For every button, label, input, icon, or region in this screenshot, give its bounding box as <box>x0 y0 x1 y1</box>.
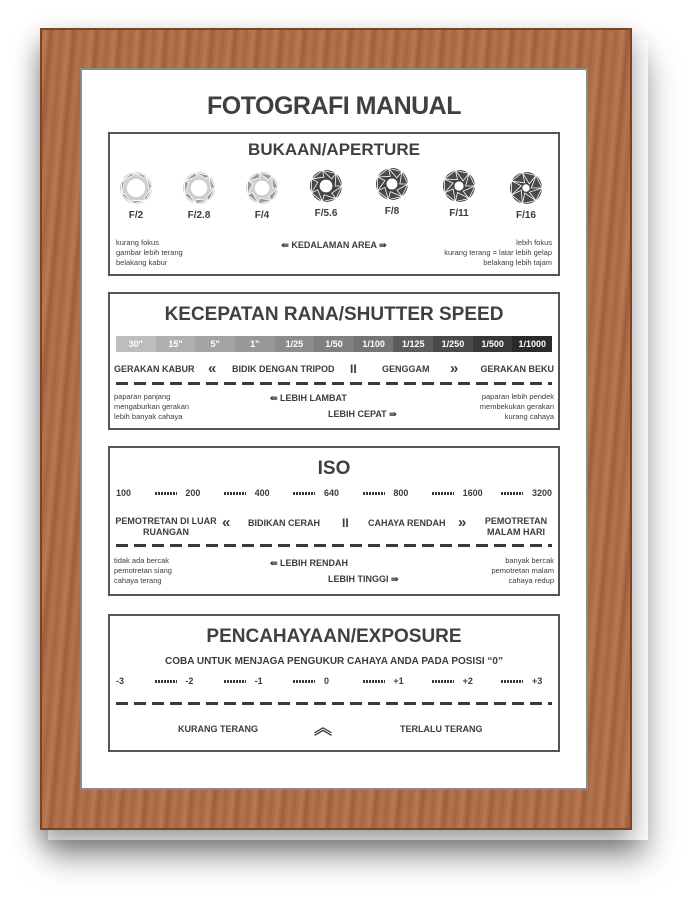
poster-title: FOTOGRAFI MANUAL <box>206 92 461 120</box>
underexposed-label: KURANG TERANG <box>178 724 258 734</box>
shutter-speed-bar <box>116 336 552 352</box>
shutter-speed-cell: 1/250 <box>433 336 473 352</box>
iso-section <box>108 446 560 596</box>
iso-value: 640 <box>324 488 340 498</box>
mode-handheld: GENGGAM <box>382 364 430 374</box>
shutter-left-note: paparan panjang mengaburkan gerakan lebih banyak cahaya <box>114 392 190 421</box>
depth-of-field-label: ⇚ KEDALAMAN AREA ⇛ <box>281 240 387 250</box>
aperture-title: BUKAAN/APERTURE <box>248 140 420 159</box>
aperture-icon <box>372 164 412 204</box>
shutter-section <box>108 292 560 430</box>
iso-value: 3200 <box>532 488 553 498</box>
shutter-title: KECEPATAN RANA/SHUTTER SPEED <box>164 304 504 325</box>
aperture-stop <box>242 168 282 221</box>
shutter-speed-cell: 1/100 <box>354 336 394 352</box>
aperture-left-note: kurang fokus gambar lebih terang belakang kabur <box>116 238 183 267</box>
shutter-speed-cell: 15" <box>156 336 196 352</box>
aperture-label: F/2.8 <box>187 210 211 221</box>
separator-left: « <box>208 360 217 377</box>
aperture-icon <box>306 166 346 206</box>
aperture-stop <box>116 168 156 221</box>
aperture-label: F/4 <box>254 210 270 221</box>
shutter-speed-cell: 1/500 <box>473 336 513 352</box>
shutter-speed-cell: 1/125 <box>393 336 433 352</box>
lower-label: ⇚ LEBIH RENDAH <box>270 558 349 568</box>
aperture-icon <box>439 166 479 206</box>
shutter-speed-cell: 1/1000 <box>512 336 552 352</box>
aperture-label: F/5.6 <box>314 208 338 219</box>
aperture-stop <box>306 166 346 219</box>
scale-ticks <box>155 492 177 495</box>
aperture-icon <box>116 168 156 208</box>
poster <box>80 68 588 790</box>
exposure-value: 0 <box>324 676 330 686</box>
exposure-value: -3 <box>116 676 125 686</box>
scale-ticks <box>501 680 523 683</box>
iso-title: ISO <box>317 458 351 479</box>
mode-night: PEMOTRETAN MALAM HARI <box>484 516 548 537</box>
meter-marker: ︽ <box>314 718 332 738</box>
exposure-value: -2 <box>185 676 194 686</box>
exposure-title: PENCAHAYAAN/EXPOSURE <box>206 626 462 647</box>
iso-separator-left: « <box>222 514 231 531</box>
exposure-dash-line <box>116 702 552 705</box>
scale-ticks <box>155 680 177 683</box>
iso-separator-middle: II <box>342 516 349 530</box>
aperture-label: F/11 <box>449 208 469 219</box>
scale-ticks <box>293 492 315 495</box>
iso-value: 800 <box>393 488 409 498</box>
scale-ticks <box>363 492 385 495</box>
faster-label: LEBIH CEPAT ⇛ <box>328 409 397 419</box>
shutter-speed-cell: 30" <box>116 336 156 352</box>
aperture-icon <box>179 168 219 208</box>
aperture-stop <box>372 164 412 217</box>
separator-middle: II <box>350 362 357 376</box>
scale-ticks <box>224 680 246 683</box>
iso-left-note: tidak ada bercak pemotretan siang cahaya terang <box>114 556 172 585</box>
mode-tripod: BIDIK DENGAN TRIPOD <box>232 364 335 374</box>
slower-label: ⇚ LEBIH LAMBAT <box>270 393 347 403</box>
iso-value: 1600 <box>462 488 483 498</box>
aperture-label: F/2 <box>128 210 144 221</box>
aperture-stop <box>506 168 546 221</box>
iso-value: 200 <box>185 488 201 498</box>
mode-low-light: CAHAYA RENDAH <box>368 518 446 528</box>
mode-outdoor: PEMOTRETAN DI LUAR RUANGAN <box>115 516 217 537</box>
aperture-icon <box>506 168 546 208</box>
shutter-speed-cell: 1" <box>235 336 275 352</box>
shutter-dash-line <box>116 382 552 385</box>
shutter-speed-cell: 1/25 <box>275 336 315 352</box>
scale-ticks <box>363 680 385 683</box>
exposure-value: +2 <box>462 676 473 686</box>
scale-ticks <box>501 492 523 495</box>
aperture-label: F/8 <box>384 206 400 217</box>
shutter-speed-cell: 1/50 <box>314 336 354 352</box>
aperture-stop <box>179 168 219 221</box>
overexposed-label: TERLALU TERANG <box>400 724 483 734</box>
exposure-value: +3 <box>532 676 543 686</box>
shutter-right-note: paparan lebih pendek membekukan gerakan kurang cahaya <box>479 392 554 421</box>
exposure-value: -1 <box>254 676 263 686</box>
aperture-stop <box>439 166 479 219</box>
iso-value: 100 <box>116 488 132 498</box>
aperture-section <box>108 132 560 276</box>
exposure-subtitle: COBA UNTUK MENJAGA PENGUKUR CAHAYA ANDA PADA POSISI “0” <box>165 656 503 667</box>
scale-ticks <box>432 680 454 683</box>
separator-right: » <box>450 360 459 377</box>
aperture-right-note: lebih fokus kurang terang = latar lebih gelap belakang lebih tajam <box>444 238 552 267</box>
scale-ticks <box>224 492 246 495</box>
exposure-value: +1 <box>393 676 404 686</box>
iso-dash-line <box>116 544 552 547</box>
higher-label: LEBIH TINGGI ⇛ <box>328 574 399 584</box>
exposure-section <box>108 614 560 752</box>
iso-separator-right: » <box>458 514 467 531</box>
aperture-icon <box>242 168 282 208</box>
mode-bright-shot: BIDIKAN CERAH <box>248 518 320 528</box>
iso-right-note: banyak bercak pemotretan malam cahaya redup <box>491 556 554 585</box>
aperture-label: F/16 <box>515 210 536 221</box>
mode-motion-blur: GERAKAN KABUR <box>114 364 195 374</box>
mode-freeze-motion: GERAKAN BEKU <box>480 364 554 374</box>
iso-value: 400 <box>254 488 270 498</box>
scale-ticks <box>432 492 454 495</box>
scale-ticks <box>293 680 315 683</box>
shutter-speed-cell: 5" <box>195 336 235 352</box>
